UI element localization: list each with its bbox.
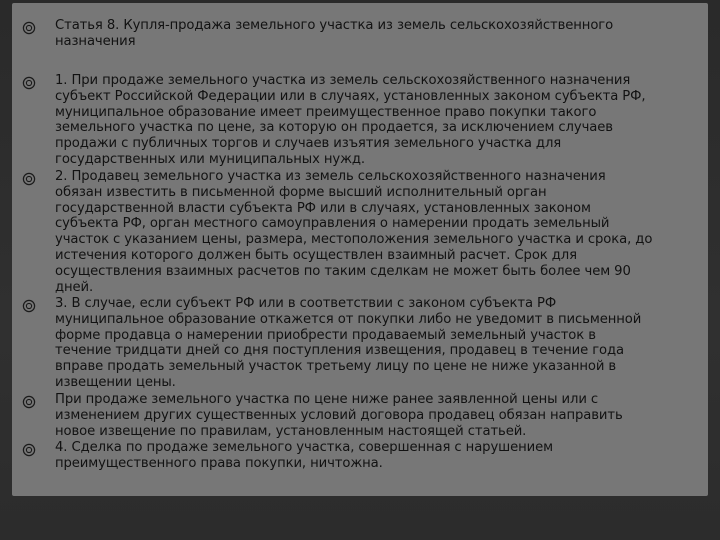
target-bullet-icon [22, 394, 36, 408]
target-bullet-icon [22, 20, 36, 34]
content-panel [12, 3, 708, 496]
target-bullet-icon [22, 298, 36, 312]
paragraph-text: 4. Сделка по продаже земельного участка, совершенная с нарушением преимущественного права покупки, ничтожна. [55, 440, 553, 471]
target-bullet-icon [22, 442, 36, 456]
paragraph-text: 1. При продаже земельного участка из земель сельскохозяйственного назначения субъект Российской Федерации или в случаях, установленных законом субъекта РФ, муниципальное образование имеет преимущественное право покупки такого земельного участка по цене, за которую он продается, за исключением случаев продажи с публичных торгов и случаев изъятия земельного участка для государственных или муниципальных нужд. [55, 73, 646, 167]
paragraph-text: 2. Продавец земельного участка из земель сельскохозяйственного назначения обязан известить в письменной форме высший исполнительный орган государственной власти субъекта РФ или в случаях, установленных законом субъекта РФ, орган местного самоуправления о намерении продать земельный участок с указанием цены, размера, местоположения земельного участка и срока, до истечения которого должен быть осуществлен взаимный расчет. Срок для осуществления взаимных расчетов по таким сделкам не может быть более чем 90 дней. [55, 169, 653, 295]
article-title: Статья 8. Купля-продажа земельного участка из земель сельскохозяйственного назначения [55, 18, 614, 49]
target-bullet-icon [22, 75, 36, 89]
target-bullet-icon [22, 171, 36, 185]
paragraph-text: При продаже земельного участка по цене ниже ранее заявленной цены или с изменением других существенных условий договора продавец обязан направить новое извещение по правилам, установленным настоящей статьей. [55, 392, 623, 439]
paragraph-text: 3. В случае, если субъект РФ или в соответствии с законом субъекта РФ муниципальное образование откажется от покупки либо не уведомит в письменной форме продавца о намерении приобрести продаваемый земельный участок в течение тридцати дней со дня поступления извещения, продавец в течение года вправе продать земельный участок третьему лицу по цене не ниже указанной в извещении цены. [55, 296, 642, 390]
